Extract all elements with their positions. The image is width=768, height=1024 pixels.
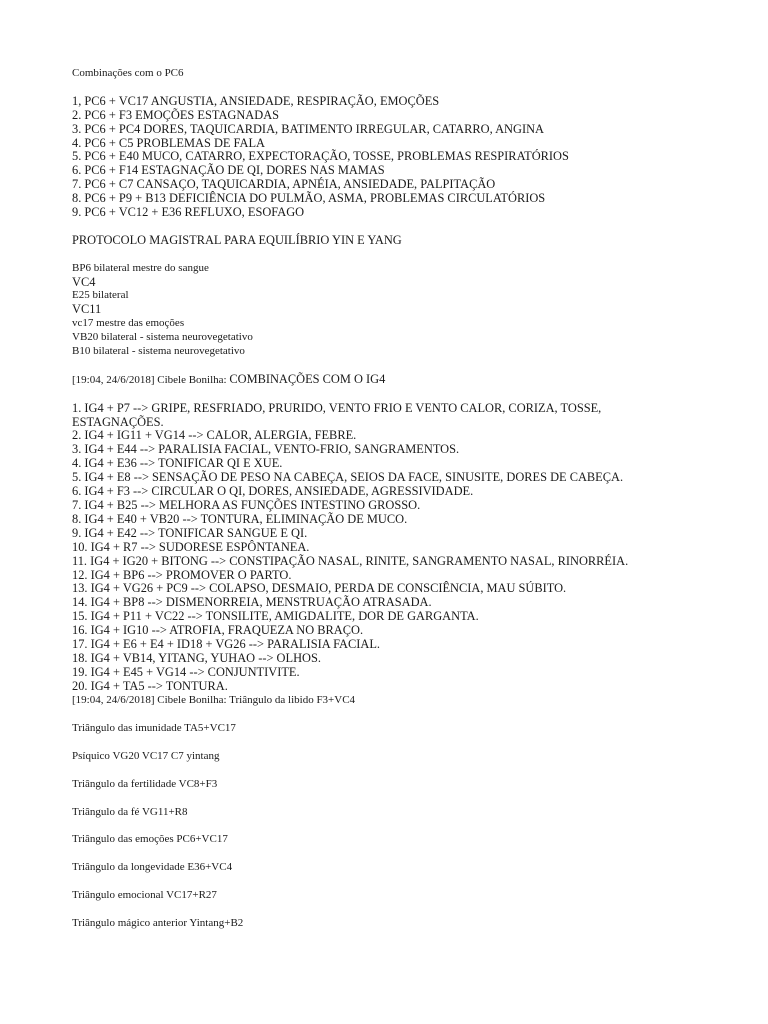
protocol-point: B10 bilateral - sistema neurovegetativo [72,345,245,358]
protocol-point: vc17 mestre das emoções [72,317,185,330]
spacer [72,388,712,402]
ig4-item-continuation: ESTAGNAÇÕES. [72,414,164,429]
spacer [72,359,712,373]
ig4-item: 10. IG4 + R7 --> SUDORESE ESPÔNTANEA. [72,539,310,554]
message-libido: [19:04, 24/6/2018] Cibele Bonilha: Triângulo da libido F3+VC4 [72,693,356,706]
protocol-point: VC4 [72,274,96,289]
pc6-item: 9. PC6 + VC12 + E36 REFLUXO, ESOFAGO [72,205,305,220]
triangle-item: Triângulo mágico anterior Yintang+B2 [72,916,244,929]
triangle-item: Triângulo das emoções PC6+VC17 [72,833,228,846]
protocol-point: BP6 bilateral mestre do sangue [72,261,209,274]
ig4-item: 5. IG4 + E8 --> SENSAÇÃO DE PESO NA CABEÇA, SEIOS DA FACE, SINUSITE, DORES DE CABEÇA. [72,470,624,485]
ig4-item: 13. IG4 + VG26 + PC9 --> COLAPSO, DESMAIO, PERDA DE CONSCIÊNCIA, MAU SÚBITO. [72,581,567,596]
ig4-item: 16. IG4 + IG10 --> ATROFIA, FRAQUEZA NO BRAÇO. [72,623,364,638]
triangle-item: Triângulo da fertilidade VC8+F3 [72,777,218,790]
pc6-item: 6. PC6 + F14 ESTAGNAÇÃO DE QI, DORES NAS MAMAS [72,163,385,178]
ig4-item: 4. IG4 + E36 --> TONIFICAR QI E XUE. [72,456,283,471]
document-page [72,67,712,944]
pc6-item: 7. PC6 + C7 CANSAÇO, TAQUICARDIA, APNÉIA, ANSIEDADE, PALPITAÇÃO [72,177,496,192]
message-text: COMBINAÇÕES COM O IG4 [229,371,386,386]
triangle-item: Psíquico VG20 VC17 C7 yintang [72,749,220,762]
ig4-item: 9. IG4 + E42 --> TONIFICAR SANGUE E QI. [72,525,308,540]
triangle-item: Triângulo da longevidade E36+VC4 [72,861,233,874]
ig4-item: 20. IG4 + TA5 --> TONTURA. [72,678,228,693]
ig4-item: 12. IG4 + BP6 --> PROMOVER O PARTO. [72,567,292,582]
ig4-item: 14. IG4 + BP8 --> DISMENORREIA, MENSTRUAÇÃO ATRASADA. [72,595,432,610]
ig4-item: 17. IG4 + E6 + E4 + ID18 + VG26 --> PARALISIA FACIAL. [72,637,380,652]
protocol-point: VC11 [72,302,102,317]
triangle-item: Triângulo da fé VG11+R8 [72,805,188,818]
ig4-item: 18. IG4 + VB14, YITANG, YUHAO --> OLHOS. [72,650,321,665]
protocol-point: VB20 bilateral - sistema neurovegetativo [72,331,253,344]
pc6-item: 4. PC6 + C5 PROBLEMAS DE FALA [72,135,265,150]
triangles-list [72,722,712,930]
protocol-points-list [72,262,712,359]
spacer [72,220,712,234]
spacer [72,708,712,723]
pc6-item: 3. PC6 + PC4 DORES, TAQUICARDIA, BATIMENTO IRREGULAR, CATARRO, ANGINA [72,121,544,136]
pc6-item: 1, PC6 + VC17 ANGUSTIA, ANSIEDADE, RESPIRAÇÃO, EMOÇÕES [72,93,440,108]
ig4-item: 7. IG4 + B25 --> MELHORA AS FUNÇÕES INTESTINO GROSSO. [72,498,421,513]
ig4-item: 8. IG4 + E40 + VB20 --> TONTURA, ELIMINAÇÃO DE MUCO. [72,511,408,526]
ig4-item: 3. IG4 + E44 --> PARALISIA FACIAL, VENTO-FRIO, SANGRAMENTOS. [72,442,460,457]
heading-pc6: Combinações com o PC6 [72,67,184,79]
ig4-combination-list [72,402,712,694]
spacer [72,248,712,262]
ig4-item: 1. IG4 + P7 --> GRIPE, RESFRIADO, PRURIDO, VENTO FRIO E VENTO CALOR, CORIZA, TOSSE, [72,400,602,415]
protocol-title: PROTOCOLO MAGISTRAL PARA EQUILÍBRIO YIN E YANG [72,232,402,247]
ig4-item: 15. IG4 + P11 + VC22 --> TONSILITE, AMIGDALITE, DOR DE GARGANTA. [72,609,479,624]
pc6-item: 8. PC6 + P9 + B13 DEFICIÊNCIA DO PULMÃO, ASMA, PROBLEMAS CIRCULATÓRIOS [72,191,546,206]
protocol-point: E25 bilateral [72,289,129,302]
message-ig4-heading [72,373,712,388]
ig4-item: 11. IG4 + IG20 + BITONG --> CONSTIPAÇÃO NASAL, RINITE, SANGRAMENTO NASAL, RINORRÉIA. [72,553,629,568]
pc6-combination-list [72,95,712,220]
ig4-item: 19. IG4 + E45 + VG14 --> CONJUNTIVITE. [72,664,300,679]
pc6-item: 5. PC6 + E40 MUCO, CATARRO, EXPECTORAÇÃO, TOSSE, PROBLEMAS RESPIRATÓRIOS [72,149,569,164]
spacer [72,81,712,95]
triangle-item: Triângulo das imunidade TA5+VC17 [72,722,236,735]
ig4-item: 2. IG4 + IG11 + VG14 --> CALOR, ALERGIA, FEBRE. [72,428,357,443]
triangle-item: Triângulo emocional VC17+R27 [72,888,217,901]
ig4-item: 6. IG4 + F3 --> CIRCULAR O QI, DORES, ANSIEDADE, AGRESSIVIDADE. [72,484,474,499]
pc6-item: 2. PC6 + F3 EMOÇÕES ESTAGNADAS [72,107,280,122]
message-prefix: [19:04, 24/6/2018] Cibele Bonilha: [72,373,230,386]
